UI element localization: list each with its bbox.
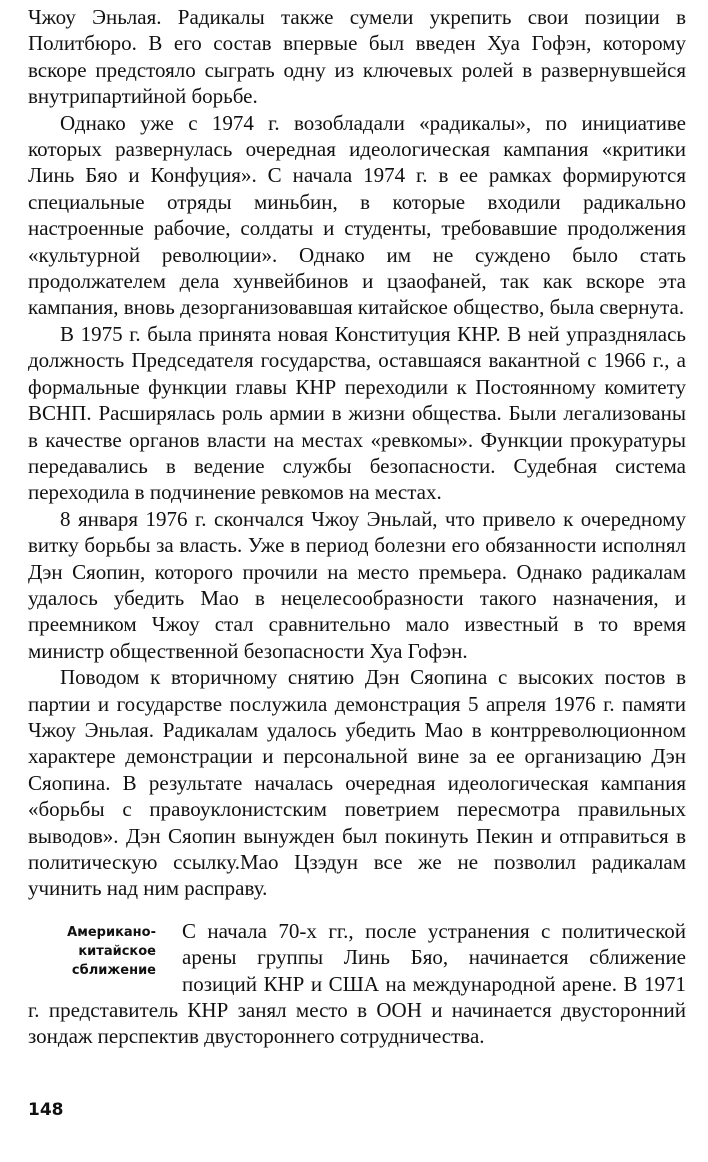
side-heading-line-2: китайское: [78, 943, 156, 959]
paragraph-continuation: Чжоу Эньлая. Радикалы также сумели укрепить свои позиции в Политбюро. В его состав впервые был введен Хуа Гофэн, которому вскоре предстояло сыграть одну из ключевых ролей в развернувшейся внутрипартийной борьбе.: [28, 5, 686, 109]
paragraph-deng-removal: Поводом к вторичному снятию Дэн Сяопина с высоких постов в партии и государстве послужила демонстрация 5 апреля 1976 г. памяти Чжоу Эньлая. Радикалам удалось убедить Мао в контрреволюционном характере демонстрации и персональной вине за ее организацию Дэн Сяопина. В результате началась очередная идеологическая кампания «борьбы с правоуклонистским поветрием пересмотра правильных выводов». Дэн Сяопин вынужден был покинуть Пекин и отправиться в политическую ссылку.Мао Цзэдун все же не позволил радикалам учинить над ним расправу.: [28, 665, 686, 901]
side-section-paragraph: С начала 70-х гг., после устранения с политической арены группы Линь Бяо, начинается сближение позиций КНР и США на международной арене. В 1971 г. представитель КНР занял место в ООН и начинается двусторонний зондаж перспектив двустороннего сотрудничества.: [28, 918, 686, 1049]
paragraph-1974-campaign: Однако уже с 1974 г. возобладали «радикалы», по инициативе которых развернулась очередная идеологическая кампания «критики Линь Бяо и Конфуция». С начала 1974 г. в ее рамках формируются специальные отряды миньбин, в которые входили радикально настроенные рабочие, солдаты и студенты, требовавшие продолжения «культурной революции». Однако им не суждено было стать продолжателем дела хунвейбинов и цзаофаней, так как вскоре эта кампания, вновь дезорганизовавшая китайское общество, была свернута.: [28, 110, 686, 320]
section-us-china-rapprochement: [28, 918, 686, 1050]
side-heading-line-3: сближение: [71, 962, 156, 978]
page-body: [28, 4, 686, 1050]
page-number: 148: [28, 1100, 64, 1120]
paragraph-1975-constitution: В 1975 г. была принята новая Конституция КНР. В ней упразднялась должность Председателя государства, оставшаяся вакантной с 1966 г., а формальные функции главы КНР переходили к Постоянному комитету ВСНП. Расширялась роль армии в жизни общества. Были легализованы в качестве органов власти на местах «ревкомы». Функции прокуратуры передавались в ведение службы безопасности. Судебная система переходила в подчинение ревкомов на местах.: [28, 321, 686, 505]
paragraph-1976-zhou-death: 8 января 1976 г. скончался Чжоу Эньлай, что привело к очередному витку борьбы за власть. Уже в период болезни его обязанности исполнял Дэн Сяопин, которого прочили на место премьера. Однако радикалам удалось убедить Мао в нецелесообразности такого назначения, и преемником Чжоу стал сравнительно мало известный в то время министр общественной безопасности Хуа Гофэн.: [28, 506, 686, 663]
side-heading-line-1: Американо-: [67, 924, 156, 940]
side-heading: [28, 923, 156, 980]
